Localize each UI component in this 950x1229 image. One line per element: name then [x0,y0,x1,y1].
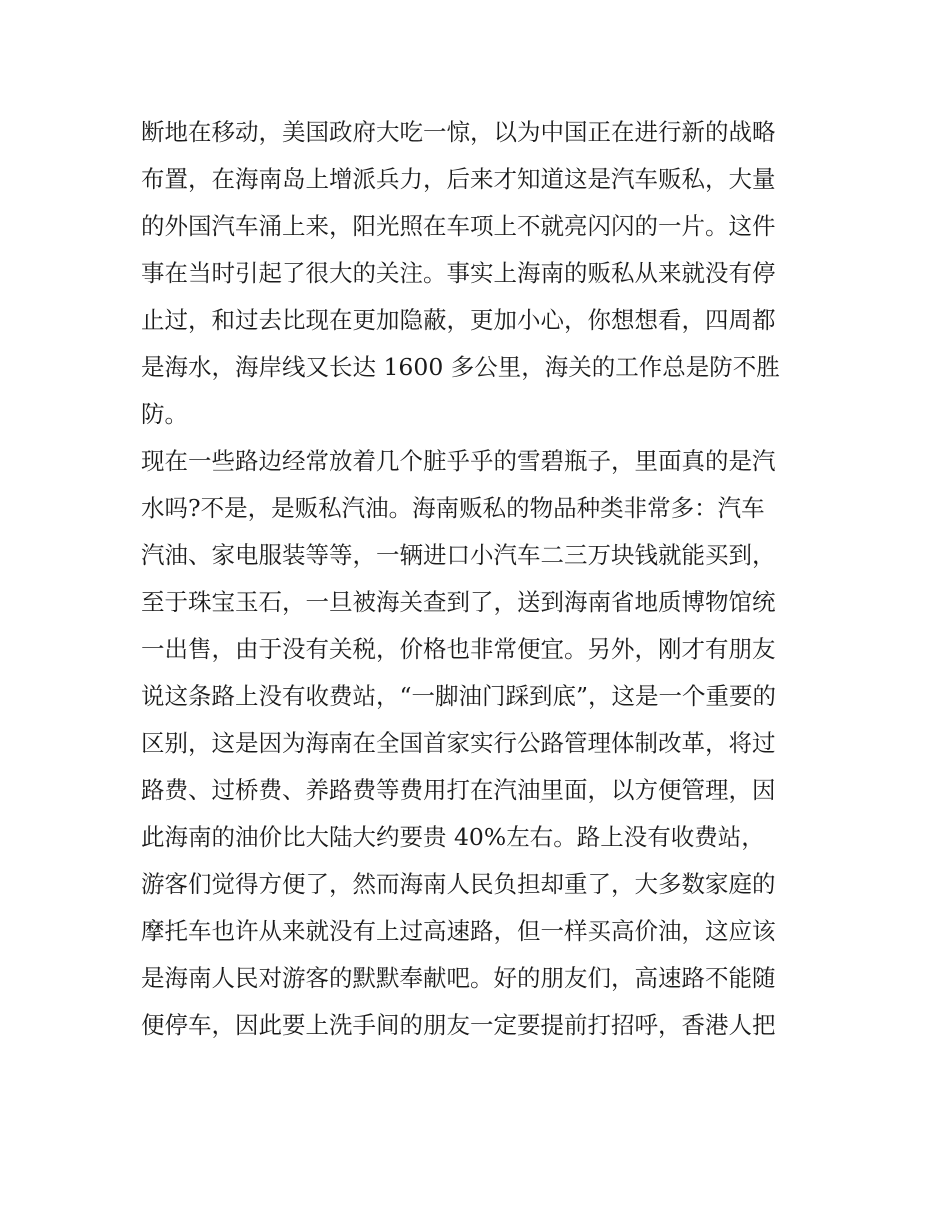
text-line: 区别，这是因为海南在全国首家实行公路管理体制改革，将过 [141,729,776,757]
text-line: 路费、过桥费、养路费等费用打在汽油里面，以方便管理，因 [141,776,776,804]
text-line: 的外国汽车涌上来，阳光照在车项上不就亮闪闪的一片。这件 [141,212,776,240]
text-line: 一出售，由于没有关税，价格也非常便宜。另外，刚才有朋友 [141,635,776,663]
text-line: 水吗?不是，是贩私汽油。海南贩私的物品种类非常多：汽车 [141,494,765,522]
text-line: 此海南的油价比大陆大约要贵 40%左右。路上没有收费站， [141,823,765,851]
body-text [141,109,821,1049]
text-line: 事在当时引起了很大的关注。事实上海南的贩私从来就没有停 [141,259,776,287]
text-line: 摩托车也许从来就没有上过高速路，但一样买高价油，这应该 [141,917,776,945]
text-line: 汽油、家电服装等等，一辆进口小汽车二三万块钱就能买到， [141,541,776,569]
text-line: 游客们觉得方便了，然而海南人民负担却重了，大多数家庭的 [141,870,776,898]
text-line: 防。 [141,400,188,428]
text-line: 至于珠宝玉石，一旦被海关查到了，送到海南省地质博物馆统 [141,588,776,616]
text-line: 是海南人民对游客的默默奉献吧。好的朋友们，高速路不能随 [141,964,776,992]
text-line: 止过，和过去比现在更加隐蔽，更加小心，你想想看，四周都 [141,306,776,334]
text-line: 便停车，因此要上洗手间的朋友一定要提前打招呼，香港人把 [141,1011,776,1039]
text-line: 现在一些路边经常放着几个脏乎乎的雪碧瓶子，里面真的是汽 [141,447,776,475]
text-line: 断地在移动，美国政府大吃一惊，以为中国正在进行新的战略 [141,118,776,146]
text-line: 说这条路上没有收费站，“一脚油门踩到底”，这是一个重要的 [141,682,777,710]
text-line: 布置，在海南岛上增派兵力，后来才知道这是汽车贩私，大量 [141,165,776,193]
text-line: 是海水，海岸线又长达 1600 多公里，海关的工作总是防不胜 [141,353,780,381]
